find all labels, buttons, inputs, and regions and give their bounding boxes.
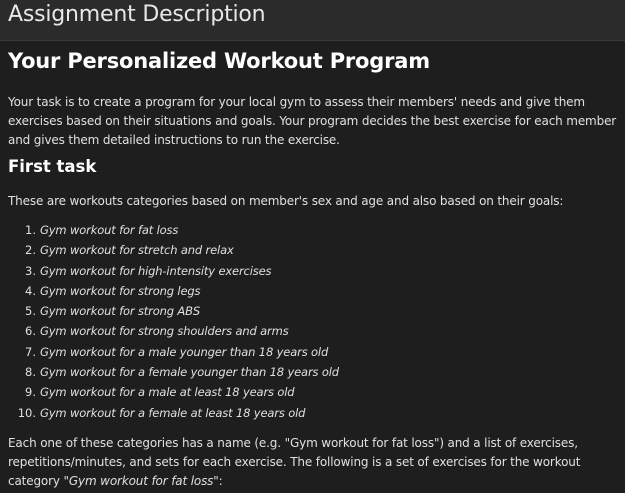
footer-text-part1: Each one of these categories has a name (e.g. "Gym workout for fat loss") and a list of exercises, repetitions/minutes, and sets for each exercise. The following is a set of exercises for the workout category "	[8, 436, 581, 488]
list-item	[0, 383, 339, 403]
panel-header	[0, 0, 625, 40]
list-item-label: Gym workout for stretch and relax	[40, 243, 234, 258]
list-item-label: Gym workout for strong legs	[40, 283, 201, 298]
document-title: Your Personalized Workout Program	[8, 49, 430, 73]
list-item-number: 1.	[25, 223, 36, 237]
list-item	[0, 282, 339, 302]
first-task-heading: First task	[8, 157, 97, 176]
list-item	[0, 322, 339, 342]
list-item	[0, 343, 339, 363]
categories-footer-paragraph	[8, 434, 620, 491]
list-item-label: Gym workout for a female at least 18 years old	[40, 405, 306, 420]
list-item-label: Gym workout for high-intensity exercises	[40, 263, 272, 278]
list-item	[0, 363, 339, 383]
footer-emphasis: Gym workout for fat loss	[68, 474, 214, 488]
description-content	[0, 40, 625, 493]
list-item	[0, 262, 339, 282]
list-item-label: Gym workout for fat loss	[40, 223, 179, 237]
list-item-label: Gym workout for a female younger than 18 years old	[40, 365, 339, 380]
list-item	[0, 221, 339, 241]
list-item	[0, 404, 339, 424]
list-item	[0, 241, 339, 261]
categories-intro: These are workouts categories based on member's sex and age and also based on their goals:	[8, 194, 564, 208]
list-item-number: 3.	[25, 263, 36, 278]
footer-text-part2: ":	[213, 474, 223, 488]
list-item-label: Gym workout for a male at least 18 years old	[40, 385, 295, 400]
intro-paragraph: Your task is to create a program for your local gym to assess their members' needs and give them exercises based on their situations and goals. Your program decides the best exercise for each member and gives them detailed instructions to run the exercise.	[8, 95, 617, 147]
category-list	[0, 221, 339, 424]
list-item-number: 6.	[25, 324, 36, 339]
list-item-number: 8.	[25, 365, 36, 380]
list-item-number: 10.	[17, 405, 36, 420]
list-item-label: Gym workout for a male younger than 18 years old	[40, 344, 329, 359]
list-item	[0, 302, 339, 322]
list-item-label: Gym workout for strong ABS	[40, 304, 201, 319]
list-item-number: 9.	[25, 385, 36, 400]
list-item-number: 4.	[25, 283, 36, 298]
list-item-label: Gym workout for strong shoulders and arms	[40, 324, 289, 339]
panel-title: Assignment Description	[8, 2, 266, 27]
list-item-number: 7.	[25, 344, 36, 359]
list-item-number: 2.	[25, 243, 36, 258]
list-item-number: 5.	[25, 304, 36, 319]
